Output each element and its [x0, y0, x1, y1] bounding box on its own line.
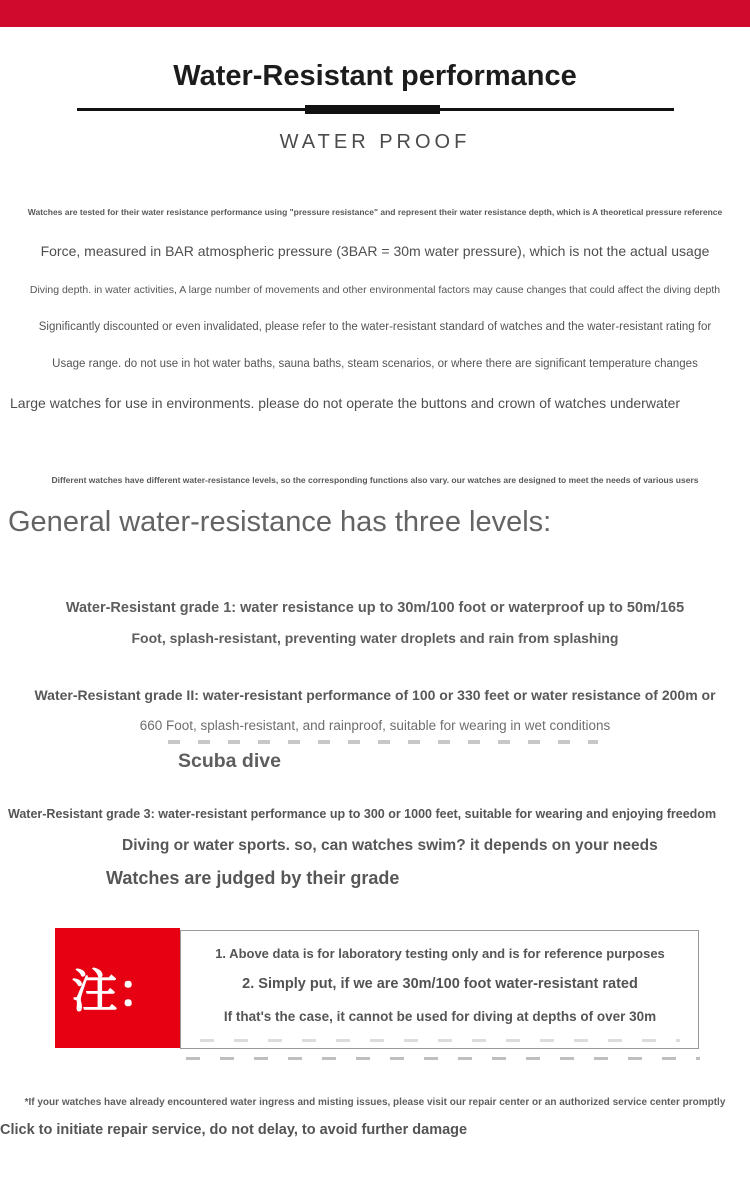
scuba-dive-label: Scuba dive	[178, 750, 281, 772]
intro-line-1: Watches are tested for their water resistance performance using "pressure resistance" and represent their water resistance depth, which is A theoretical pressure reference	[27, 207, 723, 217]
intro-line-4: Significantly discounted or even invalidated, please refer to the water-resistant standard of watches and the water-resistant rating for	[38, 321, 712, 333]
grade3-line-1: Water-Resistant grade 3: water-resistant performance up to 300 or 1000 feet, suitable for wearing and enjoying freedom	[8, 807, 717, 821]
grade2-line-1: Water-Resistant grade II: water-resistant performance of 100 or 330 feet or water resistance of 200m or	[34, 687, 716, 703]
page-title: Water-Resistant performance	[173, 60, 577, 92]
page-subtitle: WATER PROOF	[279, 131, 471, 153]
diving-line-1: Diving or water sports. so, can watches swim? it depends on your needs	[122, 837, 658, 854]
intro-line-3: Diving depth. in water activities, A large number of movements and other environmental factors may cause changes that could affect the diving depth	[29, 284, 721, 296]
note-line-2: 2. Simply put, if we are 30m/100 foot water-resistant rated	[242, 976, 638, 992]
diving-line-2: Watches are judged by their grade	[106, 868, 400, 888]
note-badge: 注：	[55, 928, 180, 1048]
clipped-text-artifact	[200, 1039, 680, 1042]
grade1-line-1: Water-Resistant grade 1: water resistance up to 30m/100 foot or waterproof up to 50m/165	[65, 600, 685, 616]
top-red-bar	[0, 0, 750, 27]
intro-line-6: Large watches for use in environments. please do not operate the buttons and crown of watches underwater	[10, 395, 681, 411]
levels-heading: General water-resistance has three levels:	[8, 506, 552, 538]
clipped-text-artifact	[186, 1057, 700, 1060]
grade1-line-2: Foot, splash-resistant, preventing water droplets and rain from splashing	[131, 630, 619, 646]
title-divider	[77, 108, 674, 111]
note-line-1: 1. Above data is for laboratory testing only and is for reference purposes	[215, 946, 665, 961]
intro-line-5: Usage range. do not use in hot water baths, sauna baths, steam scenarios, or where there are significant temperature changes	[52, 358, 698, 370]
repair-service-link[interactable]: Click to initiate repair service, do not delay, to avoid further damage	[0, 1122, 468, 1138]
repair-disclaimer: *If your watches have already encountered water ingress and misting issues, please visit our repair center or an authorized service center promptly	[24, 1097, 726, 1108]
note-line-3: If that's the case, it cannot be used for diving at depths of over 30m	[223, 1009, 657, 1024]
title-divider-accent	[305, 105, 440, 114]
intro-line-2: Force, measured in BAR atmospheric pressure (3BAR = 30m water pressure), which is not the actual usage	[40, 243, 710, 259]
intro-line-7: Different watches have different water-resistance levels, so the corresponding functions also vary. our watches are designed to meet the needs of various users	[51, 475, 699, 485]
clipped-text-artifact	[168, 740, 598, 744]
grade2-line-2: 660 Foot, splash-resistant, and rainproof, suitable for wearing in wet conditions	[139, 718, 611, 733]
